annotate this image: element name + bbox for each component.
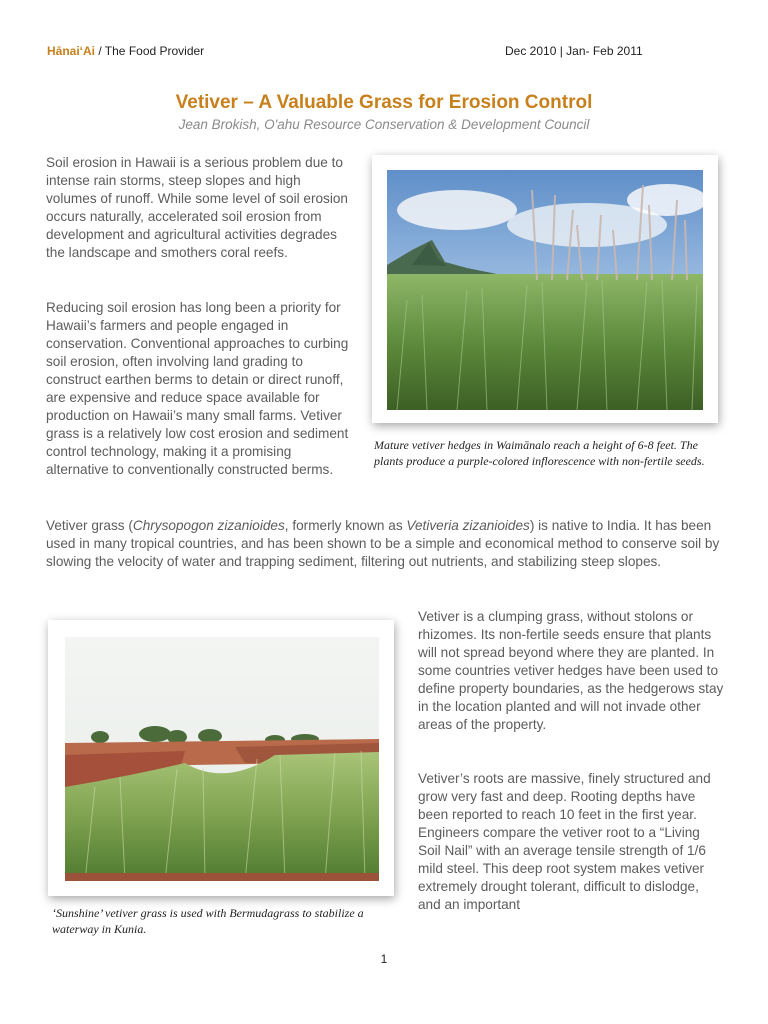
paragraph-conventional-approaches: Reducing soil erosion has long been a priority for Hawaii’s farmers and people engaged in conservation. Conventional approaches to curbing soil erosion, often involving land grading to construct earthen berms to detain or direct runoff, are expensive and reduce space available for production on Hawaii’s many small farms. Vetiver grass is a relatively low cost erosion and sediment control technology, making it a promising alternative to conventionally constructed berms.	[46, 300, 349, 477]
paragraph-vetiver-origin	[46, 517, 722, 571]
article-title: Vetiver – A Valuable Grass for Erosion Control	[175, 92, 593, 113]
photo-caption-kunia: ‘Sunshine’ vetiver grass is used with Bermudagrass to stabilize a waterway in Kunia.	[52, 906, 364, 936]
page-number: 1	[380, 952, 388, 966]
article-byline: Jean Brokish, O'ahu Resource Conservation & Development Council	[178, 117, 590, 132]
former-species-name: Vetiveria zizanioides	[406, 518, 530, 533]
paragraph-clumping-grass: Vetiver is a clumping grass, without stolons or rhizomes. Its non-fertile seeds ensure that plants will not spread beyond where they are planted. In some countries vetiver hedges have been used to define property boundaries, as the hedgerows stay in the location planted and will not invade other areas of the property.	[418, 609, 724, 732]
publication-header	[47, 44, 204, 58]
photo-frame-kunia	[48, 620, 394, 896]
photo-caption-waimanalo: Mature vetiver hedges in Waimānalo reach a height of 6-8 feet. The plants produce a purple-colored inflorescence with non-fertile seeds.	[374, 438, 705, 468]
paragraph-roots: Vetiver’s roots are massive, finely structured and grow very fast and deep. Rooting depths have been reported to reach 10 feet in the first year. Engineers compare the vetiver root to a “Living Soil Nail” with an average tensile strength of 1/6 mild steel. This deep root system makes vetiver extremely drought tolerant, difficult to dislodge, and an important	[418, 771, 711, 912]
origin-text-rest: ) is native to India. It has been used in many tropical countries, and has been shown to be a simple and economical method to conserve soil by slowing the velocity of water and trapping sediment, filtering out nutrients, and stabilizing steep slopes.	[46, 518, 720, 569]
paragraph-intro: Soil erosion in Hawaii is a serious problem due to intense rain storms, steep slopes and high volumes of runoff. While some level of soil erosion occurs naturally, accelerated soil erosion from development and agricultural activities degrades the landscape and smothers coral reefs.	[46, 155, 348, 260]
photo-frame-waimanalo	[372, 155, 718, 423]
species-name: Chrysopogon zizanioides	[132, 518, 285, 533]
publication-name: / The Food Provider	[95, 44, 205, 58]
waterway-grass-photo	[65, 637, 379, 881]
origin-text-lead: Vetiver grass (	[46, 518, 133, 533]
issue-date: Dec 2010 | Jan- Feb 2011	[505, 44, 643, 58]
origin-text-mid: , formerly known as	[284, 518, 407, 533]
publication-brand: Hānai‘Ai	[47, 44, 96, 58]
vetiver-hedge-photo	[387, 170, 703, 410]
